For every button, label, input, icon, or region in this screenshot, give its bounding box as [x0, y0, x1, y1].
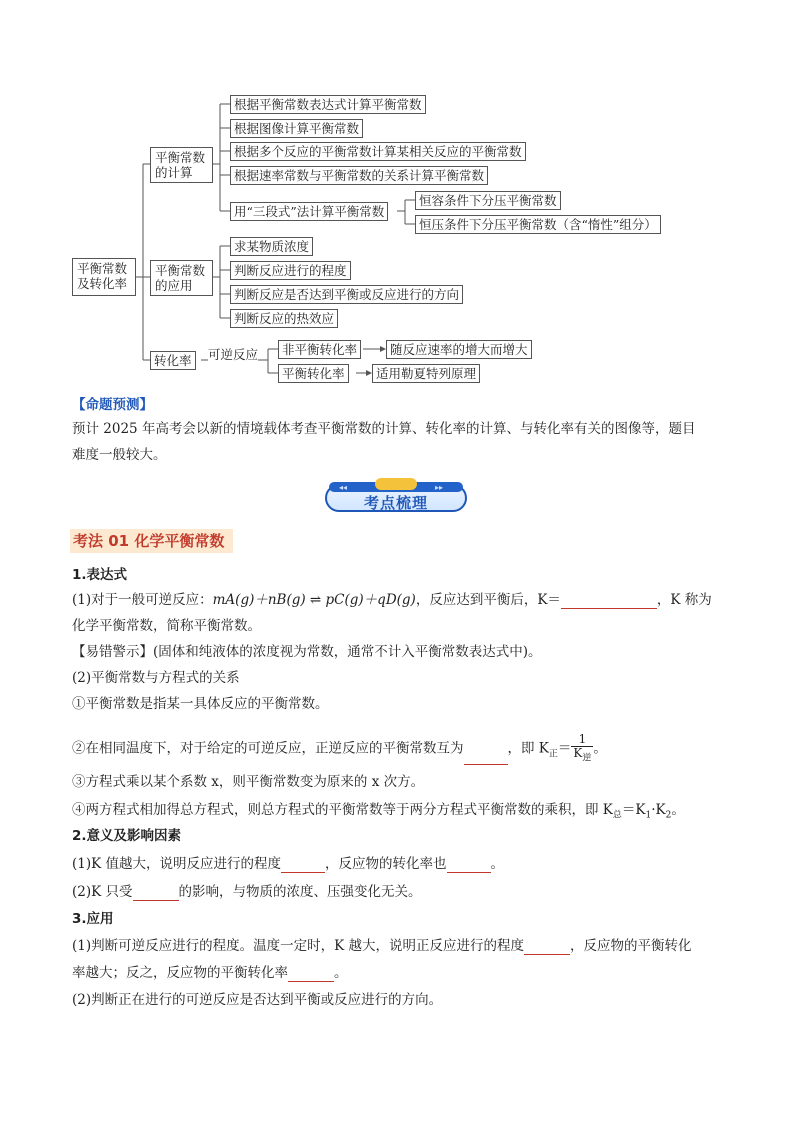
prediction-line-1: 预计 2025 年高考会以新的情境载体考查平衡常数的计算、转化率的计算、与转化率有关的图像等，题目 [72, 421, 696, 437]
conv-result-le-chatelier: 适用勒夏特列原理 [372, 364, 480, 383]
para-3: (1)K 值越大，说明反应进行的程度 ，反应物的转化率也 。 [72, 856, 504, 872]
para-2-item-1: ①平衡常数是指某一具体反应的平衡常数。 [72, 696, 329, 712]
app-item-concentration: 求某物质浓度 [230, 237, 313, 256]
section-title: 考法 01 化学平衡常数 [70, 529, 233, 553]
blank-conversion[interactable] [447, 858, 491, 873]
prediction-heading: 【命题预测】 [72, 397, 153, 413]
section-banner: ◂◂ ▸▸ 考点梳理 [325, 478, 467, 514]
blank-equilibrium-conversion[interactable] [288, 967, 334, 982]
para-2-heading: (2)平衡常数与方程式的关系 [72, 670, 240, 686]
heading-application: 3.应用 [72, 911, 114, 927]
calc-item-three-stage: 用“三段式”法计算平衡常数 [230, 202, 388, 221]
reaction-equation: mA(g)＋nB(g) ⇌ pC(g)＋qD(g) [212, 592, 416, 608]
para-2-item-3: ③方程式乘以某个系数 x，则平衡常数变为原来的 x 次方。 [72, 774, 425, 790]
calc-item-rate-constant: 根据速率常数与平衡常数的关系计算平衡常数 [230, 166, 488, 185]
conv-item-non-equilibrium: 非平衡转化率 [278, 340, 361, 359]
calc-item-graph: 根据图像计算平衡常数 [230, 119, 363, 138]
app-item-thermal: 判断反应的热效应 [230, 309, 338, 328]
para-2-item-4: ④两方程式相加得总方程式，则总方程式的平衡常数等于两分方程式平衡常数的乘积，即 $K_总=K_1\cdot K_2$。 [72, 802, 685, 821]
branch-calculation: 平衡常数的计算 [150, 147, 213, 183]
blank-reciprocal[interactable] [464, 750, 508, 765]
blank-extent[interactable] [281, 858, 325, 873]
branch-application: 平衡常数的应用 [150, 260, 213, 296]
para-1-line-2: 化学平衡常数，简称平衡常数。 [72, 618, 261, 634]
blank-k-expression[interactable] [561, 594, 657, 609]
heading-meaning: 2.意义及影响因素 [72, 828, 182, 844]
app-item-extent: 判断反应进行的程度 [230, 261, 351, 280]
heading-expression: 1.表达式 [72, 567, 128, 583]
conv-item-equilibrium: 平衡转化率 [278, 364, 349, 383]
para-6: (2)判断正在进行的可逆反应是否达到平衡或反应进行的方向。 [72, 992, 443, 1008]
fraction-k: $\frac{1}{K_逆}$ [573, 732, 592, 764]
calc-item-multiple: 根据多个反应的平衡常数计算某相关反应的平衡常数 [230, 142, 526, 161]
para-4: (2)K 只受 的影响，与物质的浓度、压强变化无关。 [72, 884, 422, 900]
warning-note: 【易错警示】(固体和纯液体的浓度视为常数，通常不计入平衡常数表达式中)。 [72, 644, 542, 660]
banner-title: 考点梳理 [363, 494, 428, 512]
blank-forward-extent[interactable] [524, 940, 570, 955]
conversion-connector: 可逆反应 [208, 347, 259, 362]
para-5-line-2: 率越大；反之，反应物的平衡转化率 。 [72, 965, 348, 981]
prediction-line-2: 难度一般较大。 [72, 447, 167, 463]
mindmap-lines [0, 0, 794, 390]
calc-sub-const-pressure: 恒压条件下分压平衡常数（含“惰性”组分） [415, 215, 661, 234]
mindmap-root: 平衡常数及转化率 [72, 258, 136, 296]
para-2-item-2: ②在相同温度下，对于给定的可逆反应，正逆反应的平衡常数互为 ，即 $K_正=$ $\frac{1}{K_逆}$ 。 [72, 732, 607, 764]
para-1-line-1: (1)对于一般可逆反应：mA(g)＋nB(g) ⇌ pC(g)＋qD(g)，反应达到平衡后，K＝ ，K 称为 [72, 592, 712, 608]
app-item-direction: 判断反应是否达到平衡或反应进行的方向 [230, 285, 463, 304]
conv-result-rate: 随反应速率的增大而增大 [386, 340, 532, 359]
calc-sub-const-volume: 恒容条件下分压平衡常数 [415, 191, 561, 210]
branch-conversion: 转化率 [150, 351, 196, 370]
para-5-line-1: (1)判断可逆反应进行的程度。温度一定时，K 越大，说明正反应进行的程度 ，反应物的平衡转化 [72, 938, 692, 954]
calc-item-expression: 根据平衡常数表达式计算平衡常数 [230, 95, 426, 114]
blank-factor[interactable] [133, 886, 179, 901]
